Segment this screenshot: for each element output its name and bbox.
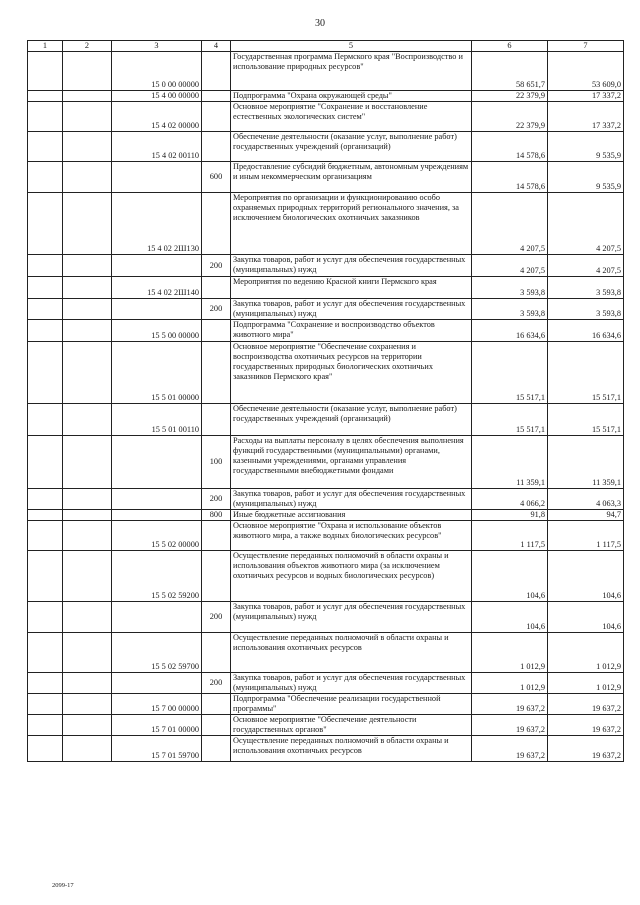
empty-cell — [28, 299, 63, 320]
amount-col6-cell: 104,6 — [472, 602, 548, 633]
target-code-cell: 15 4 02 00110 — [112, 132, 202, 162]
expense-type-cell — [202, 715, 231, 736]
column-number: 5 — [231, 41, 472, 52]
empty-cell — [28, 602, 63, 633]
amount-col6-cell: 14 578,6 — [472, 162, 548, 193]
amount-col6-cell: 16 634,6 — [472, 320, 548, 342]
amount-col6-cell: 1 117,5 — [472, 521, 548, 551]
target-code-cell: 15 5 02 00000 — [112, 521, 202, 551]
expense-type-cell: 200 — [202, 255, 231, 277]
amount-col6-cell: 19 637,2 — [472, 736, 548, 762]
item-name-cell: Обеспечение деятельности (оказание услуг, выполнение работ) государственных учреждений (организаций) — [231, 132, 472, 162]
empty-cell — [28, 489, 63, 510]
expense-type-cell: 200 — [202, 602, 231, 633]
amount-col7-cell: 53 609,0 — [548, 52, 624, 91]
expense-type-cell — [202, 277, 231, 299]
table-row — [28, 299, 624, 320]
amount-col7-cell: 1 012,9 — [548, 633, 624, 673]
amount-col6-cell: 104,6 — [472, 551, 548, 602]
amount-col7-cell: 11 359,1 — [548, 436, 624, 489]
column-number: 1 — [28, 41, 63, 52]
table-row — [28, 551, 624, 602]
empty-cell — [28, 510, 63, 521]
amount-col6-cell: 91,8 — [472, 510, 548, 521]
amount-col7-cell: 104,6 — [548, 602, 624, 633]
amount-col7-cell: 1 012,9 — [548, 673, 624, 694]
table-row — [28, 694, 624, 715]
amount-col7-cell: 3 593,8 — [548, 277, 624, 299]
empty-cell — [63, 342, 112, 404]
amount-col7-cell: 15 517,1 — [548, 404, 624, 436]
empty-cell — [28, 551, 63, 602]
amount-col6-cell: 58 651,7 — [472, 52, 548, 91]
table-row — [28, 633, 624, 673]
item-name-cell: Государственная программа Пермского края "Воспроизводство и использование природных ресурсов" — [231, 52, 472, 91]
column-number: 2 — [63, 41, 112, 52]
empty-cell — [63, 277, 112, 299]
empty-cell — [63, 255, 112, 277]
table-row — [28, 521, 624, 551]
footer-code: 2099-17 — [52, 882, 74, 889]
empty-cell — [28, 162, 63, 193]
empty-cell — [28, 404, 63, 436]
expense-type-cell — [202, 694, 231, 715]
empty-cell — [63, 404, 112, 436]
empty-cell — [63, 602, 112, 633]
empty-cell — [63, 52, 112, 91]
empty-cell — [63, 102, 112, 132]
expense-type-cell — [202, 102, 231, 132]
expense-type-cell — [202, 320, 231, 342]
amount-col6-cell: 15 517,1 — [472, 404, 548, 436]
amount-col7-cell: 94,7 — [548, 510, 624, 521]
amount-col6-cell: 3 593,8 — [472, 299, 548, 320]
empty-cell — [28, 132, 63, 162]
amount-col7-cell: 19 637,2 — [548, 715, 624, 736]
page-number: 30 — [315, 18, 325, 29]
table-row — [28, 489, 624, 510]
amount-col6-cell: 22 379,9 — [472, 91, 548, 102]
item-name-cell: Мероприятия по ведению Красной книги Пермского края — [231, 277, 472, 299]
target-code-cell: 15 7 01 59700 — [112, 736, 202, 762]
empty-cell — [63, 162, 112, 193]
amount-col6-cell: 3 593,8 — [472, 277, 548, 299]
item-name-cell: Закупка товаров, работ и услуг для обеспечения государственных (муниципальных) нужд — [231, 255, 472, 277]
expense-type-cell: 200 — [202, 489, 231, 510]
amount-col6-cell: 15 517,1 — [472, 342, 548, 404]
amount-col6-cell: 1 012,9 — [472, 673, 548, 694]
expense-type-cell: 600 — [202, 162, 231, 193]
amount-col7-cell: 9 535,9 — [548, 162, 624, 193]
amount-col6-cell: 22 379,9 — [472, 102, 548, 132]
item-name-cell: Предоставление субсидий бюджетным, автономным учреждениям и иным некоммерческим организациям — [231, 162, 472, 193]
target-code-cell — [112, 162, 202, 193]
column-number: 4 — [202, 41, 231, 52]
table-row — [28, 91, 624, 102]
expense-type-cell — [202, 91, 231, 102]
target-code-cell — [112, 510, 202, 521]
target-code-cell — [112, 489, 202, 510]
empty-cell — [63, 633, 112, 673]
amount-col6-cell: 4 207,5 — [472, 255, 548, 277]
empty-cell — [63, 551, 112, 602]
empty-cell — [28, 342, 63, 404]
empty-cell — [28, 277, 63, 299]
amount-col6-cell: 1 012,9 — [472, 633, 548, 673]
empty-cell — [28, 91, 63, 102]
expense-type-cell: 800 — [202, 510, 231, 521]
item-name-cell: Осуществление переданных полномочий в области охраны и использования охотничьих ресурсов — [231, 736, 472, 762]
amount-col7-cell: 15 517,1 — [548, 342, 624, 404]
table-row — [28, 602, 624, 633]
expense-type-cell — [202, 521, 231, 551]
target-code-cell — [112, 673, 202, 694]
amount-col7-cell: 16 634,6 — [548, 320, 624, 342]
item-name-cell: Основное мероприятие "Сохранение и восстановление естественных экологических систем" — [231, 102, 472, 132]
empty-cell — [28, 193, 63, 255]
empty-cell — [63, 673, 112, 694]
expense-type-cell — [202, 404, 231, 436]
empty-cell — [28, 521, 63, 551]
target-code-cell: 15 5 02 59700 — [112, 633, 202, 673]
item-name-cell: Основное мероприятие "Обеспечение сохранения и воспроизводства охотничьих ресурсов на территории государственных природных биологических охотничьих заказников Пермского края" — [231, 342, 472, 404]
amount-col7-cell: 19 637,2 — [548, 694, 624, 715]
expense-type-cell — [202, 736, 231, 762]
empty-cell — [63, 694, 112, 715]
item-name-cell: Закупка товаров, работ и услуг для обеспечения государственных (муниципальных) нужд — [231, 299, 472, 320]
table-row — [28, 277, 624, 299]
table-row — [28, 715, 624, 736]
table-row — [28, 255, 624, 277]
table-row — [28, 436, 624, 489]
empty-cell — [63, 521, 112, 551]
empty-cell — [28, 102, 63, 132]
expense-type-cell: 200 — [202, 299, 231, 320]
column-number: 7 — [548, 41, 624, 52]
column-number: 3 — [112, 41, 202, 52]
amount-col6-cell: 11 359,1 — [472, 436, 548, 489]
item-name-cell: Осуществление переданных полномочий в области охраны и использования объектов животного мира (за исключением охотничьих ресурсов и водных биологических ресурсов) — [231, 551, 472, 602]
empty-cell — [63, 715, 112, 736]
amount-col6-cell: 4 066,2 — [472, 489, 548, 510]
target-code-cell — [112, 436, 202, 489]
table-row — [28, 52, 624, 91]
item-name-cell: Основное мероприятие "Обеспечение деятельности государственных органов" — [231, 715, 472, 736]
table-row — [28, 673, 624, 694]
target-code-cell: 15 5 00 00000 — [112, 320, 202, 342]
empty-cell — [28, 52, 63, 91]
expense-type-cell: 200 — [202, 673, 231, 694]
expense-type-cell — [202, 132, 231, 162]
item-name-cell: Подпрограмма "Охрана окружающей среды" — [231, 91, 472, 102]
amount-col7-cell: 4 207,5 — [548, 255, 624, 277]
target-code-cell — [112, 602, 202, 633]
table-row — [28, 132, 624, 162]
amount-col7-cell: 1 117,5 — [548, 521, 624, 551]
column-number-row — [28, 41, 624, 52]
item-name-cell: Обеспечение деятельности (оказание услуг, выполнение работ) государственных учреждений (организаций) — [231, 404, 472, 436]
target-code-cell: 15 4 02 2Ш130 — [112, 193, 202, 255]
expense-type-cell — [202, 342, 231, 404]
item-name-cell: Мероприятия по организации и функционированию особо охраняемых природных территорий регионального значения, за исключением биологических охотничьих заказников — [231, 193, 472, 255]
item-name-cell: Закупка товаров, работ и услуг для обеспечения государственных (муниципальных) нужд — [231, 602, 472, 633]
table-row — [28, 510, 624, 521]
item-name-cell: Основное мероприятие "Охрана и использование объектов животного мира, а также водных биологических ресурсов" — [231, 521, 472, 551]
target-code-cell — [112, 255, 202, 277]
expense-type-cell — [202, 52, 231, 91]
empty-cell — [63, 91, 112, 102]
budget-table — [27, 40, 624, 762]
target-code-cell: 15 0 00 00000 — [112, 52, 202, 91]
target-code-cell: 15 7 00 00000 — [112, 694, 202, 715]
table-row — [28, 342, 624, 404]
amount-col6-cell: 4 207,5 — [472, 193, 548, 255]
expense-type-cell: 100 — [202, 436, 231, 489]
empty-cell — [63, 320, 112, 342]
item-name-cell: Иные бюджетные ассигнования — [231, 510, 472, 521]
empty-cell — [63, 489, 112, 510]
amount-col7-cell: 19 637,2 — [548, 736, 624, 762]
empty-cell — [28, 255, 63, 277]
item-name-cell: Закупка товаров, работ и услуг для обеспечения государственных (муниципальных) нужд — [231, 673, 472, 694]
empty-cell — [63, 510, 112, 521]
empty-cell — [28, 694, 63, 715]
table-row — [28, 193, 624, 255]
expense-type-cell — [202, 551, 231, 602]
item-name-cell: Осуществление переданных полномочий в области охраны и использования охотничьих ресурсов — [231, 633, 472, 673]
empty-cell — [28, 633, 63, 673]
target-code-cell: 15 7 01 00000 — [112, 715, 202, 736]
empty-cell — [63, 132, 112, 162]
table-row — [28, 404, 624, 436]
empty-cell — [63, 436, 112, 489]
empty-cell — [63, 193, 112, 255]
table-row — [28, 736, 624, 762]
amount-col7-cell: 17 337,2 — [548, 102, 624, 132]
target-code-cell: 15 4 00 00000 — [112, 91, 202, 102]
table-row — [28, 102, 624, 132]
expense-type-cell — [202, 193, 231, 255]
table-row — [28, 162, 624, 193]
item-name-cell: Расходы на выплаты персоналу в целях обеспечения выполнения функций государственными (муниципальными) органами, казенными учреждениями, органами управления государственными внебюджетными фондами — [231, 436, 472, 489]
empty-cell — [28, 673, 63, 694]
empty-cell — [63, 299, 112, 320]
target-code-cell: 15 5 02 59200 — [112, 551, 202, 602]
amount-col7-cell: 4 063,3 — [548, 489, 624, 510]
target-code-cell: 15 5 01 00110 — [112, 404, 202, 436]
amount-col6-cell: 14 578,6 — [472, 132, 548, 162]
amount-col6-cell: 19 637,2 — [472, 694, 548, 715]
empty-cell — [28, 436, 63, 489]
empty-cell — [28, 320, 63, 342]
amount-col6-cell: 19 637,2 — [472, 715, 548, 736]
empty-cell — [28, 715, 63, 736]
expense-type-cell — [202, 633, 231, 673]
empty-cell — [28, 736, 63, 762]
item-name-cell: Подпрограмма "Сохранение и воспроизводство объектов животного мира" — [231, 320, 472, 342]
amount-col7-cell: 4 207,5 — [548, 193, 624, 255]
amount-col7-cell: 17 337,2 — [548, 91, 624, 102]
target-code-cell — [112, 299, 202, 320]
empty-cell — [63, 736, 112, 762]
target-code-cell: 15 4 02 2Ш140 — [112, 277, 202, 299]
amount-col7-cell: 9 535,9 — [548, 132, 624, 162]
amount-col7-cell: 104,6 — [548, 551, 624, 602]
target-code-cell: 15 4 02 00000 — [112, 102, 202, 132]
column-number: 6 — [472, 41, 548, 52]
table-row — [28, 320, 624, 342]
amount-col7-cell: 3 593,8 — [548, 299, 624, 320]
target-code-cell: 15 5 01 00000 — [112, 342, 202, 404]
item-name-cell: Подпрограмма "Обеспечение реализации государственной программы" — [231, 694, 472, 715]
item-name-cell: Закупка товаров, работ и услуг для обеспечения государственных (муниципальных) нужд — [231, 489, 472, 510]
